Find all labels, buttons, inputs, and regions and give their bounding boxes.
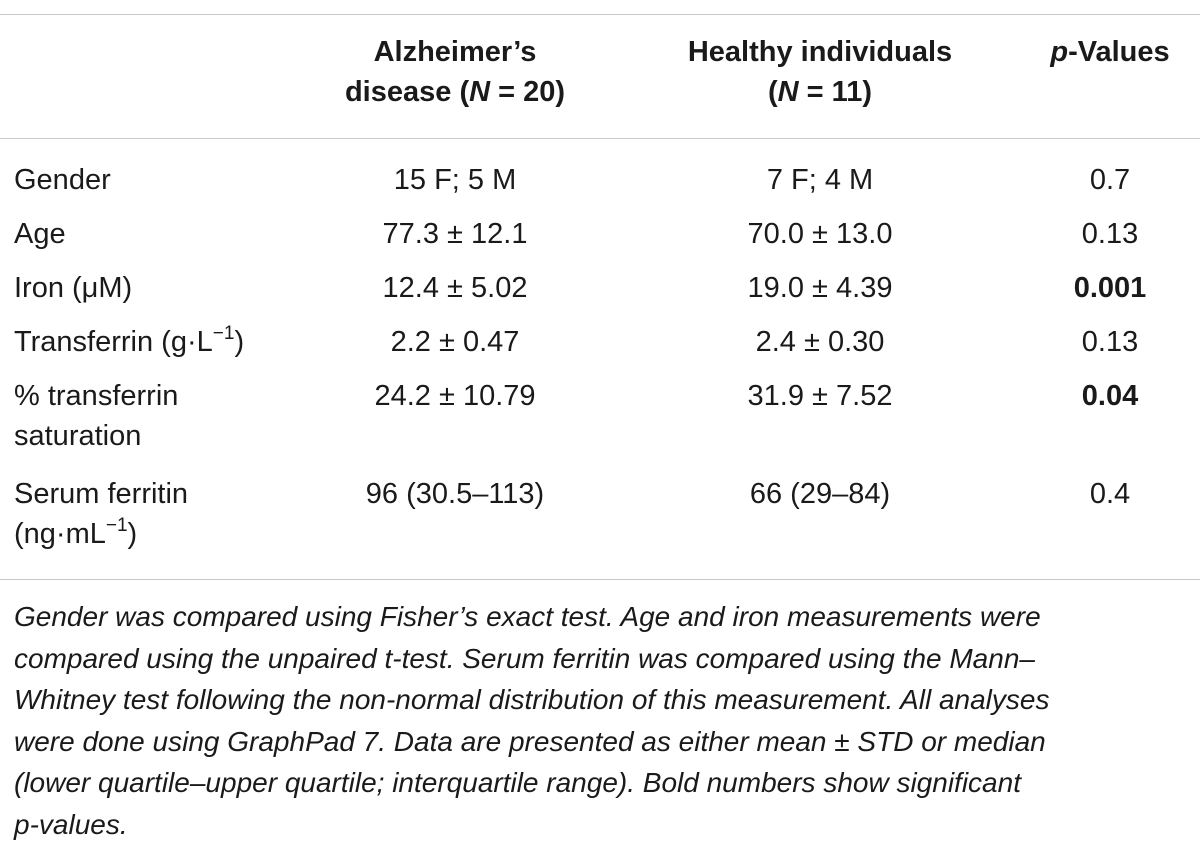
cell-alzheimers-iron: 12.4 ± 5.02 (382, 272, 528, 304)
footnote-line: Gender was compared using Fisher’s exact test. Age and iron measurements were (14, 601, 1041, 632)
cell-pvalue-iron: 0.001 (1073, 272, 1147, 304)
cell-healthy-iron: 19.0 ± 4.39 (747, 272, 893, 304)
row-label-age: Age (14, 218, 66, 250)
cell-alzheimers-age: 77.3 ± 12.1 (382, 218, 528, 250)
footnote-line: (lower quartile–upper quartile; interquartile range). Bold numbers show significant (14, 767, 1021, 798)
row-label-transferrin-saturation: % transferrin saturation (14, 380, 179, 452)
cell-alzheimers-transferrin-saturation: 24.2 ± 10.79 (374, 380, 536, 412)
cell-healthy-age: 70.0 ± 13.0 (747, 218, 893, 250)
table-footnote (14, 596, 1190, 845)
footnote-line: compared using the unpaired t-test. Serum ferritin was compared using the Mann– (14, 642, 1035, 674)
cell-pvalue-gender: 0.7 (1089, 164, 1131, 196)
bottom-rule (0, 579, 1200, 580)
header-alzheimers: Alzheimer’s disease (N = 20) (344, 36, 566, 108)
cell-pvalue-transferrin-saturation: 0.04 (1081, 380, 1139, 412)
cell-alzheimers-gender: 15 F; 5 M (393, 164, 517, 196)
header-healthy: Healthy individuals (N = 11) (687, 36, 953, 108)
cell-healthy-transferrin: 2.4 ± 0.30 (755, 326, 885, 358)
cell-alzheimers-serum-ferritin: 96 (30.5–113) (365, 478, 545, 510)
cell-pvalue-transferrin: 0.13 (1081, 326, 1139, 358)
row-label-serum-ferritin: Serum ferritin $(ng\cdot mL^{-1})$ (14, 478, 189, 550)
top-rule (0, 14, 1200, 15)
cell-alzheimers-transferrin: 2.2 ± 0.47 (390, 326, 520, 358)
cell-healthy-transferrin-saturation: 31.9 ± 7.52 (747, 380, 893, 412)
footnote-line: were done using GraphPad 7. Data are presented as either mean ± STD or median (14, 725, 1046, 757)
cell-healthy-gender: 7 F; 4 M (766, 164, 874, 196)
cell-pvalue-serum-ferritin: 0.4 (1089, 478, 1131, 510)
header-rule (0, 138, 1200, 139)
cell-pvalue-age: 0.13 (1081, 218, 1139, 250)
cell-healthy-serum-ferritin: 66 (29–84) (749, 478, 891, 510)
header-pvalues: p-Values (1050, 36, 1170, 68)
footnote-line: p-values. (14, 808, 128, 840)
footnote-line: Whitney test following the non-normal distribution of this measurement. All analyses (14, 684, 1050, 715)
row-label-transferrin: Transferrin $(g\cdot L^{-1})$ (14, 323, 245, 358)
row-label-iron: Iron (μM) (14, 272, 133, 304)
row-label-gender: Gender (14, 164, 111, 196)
